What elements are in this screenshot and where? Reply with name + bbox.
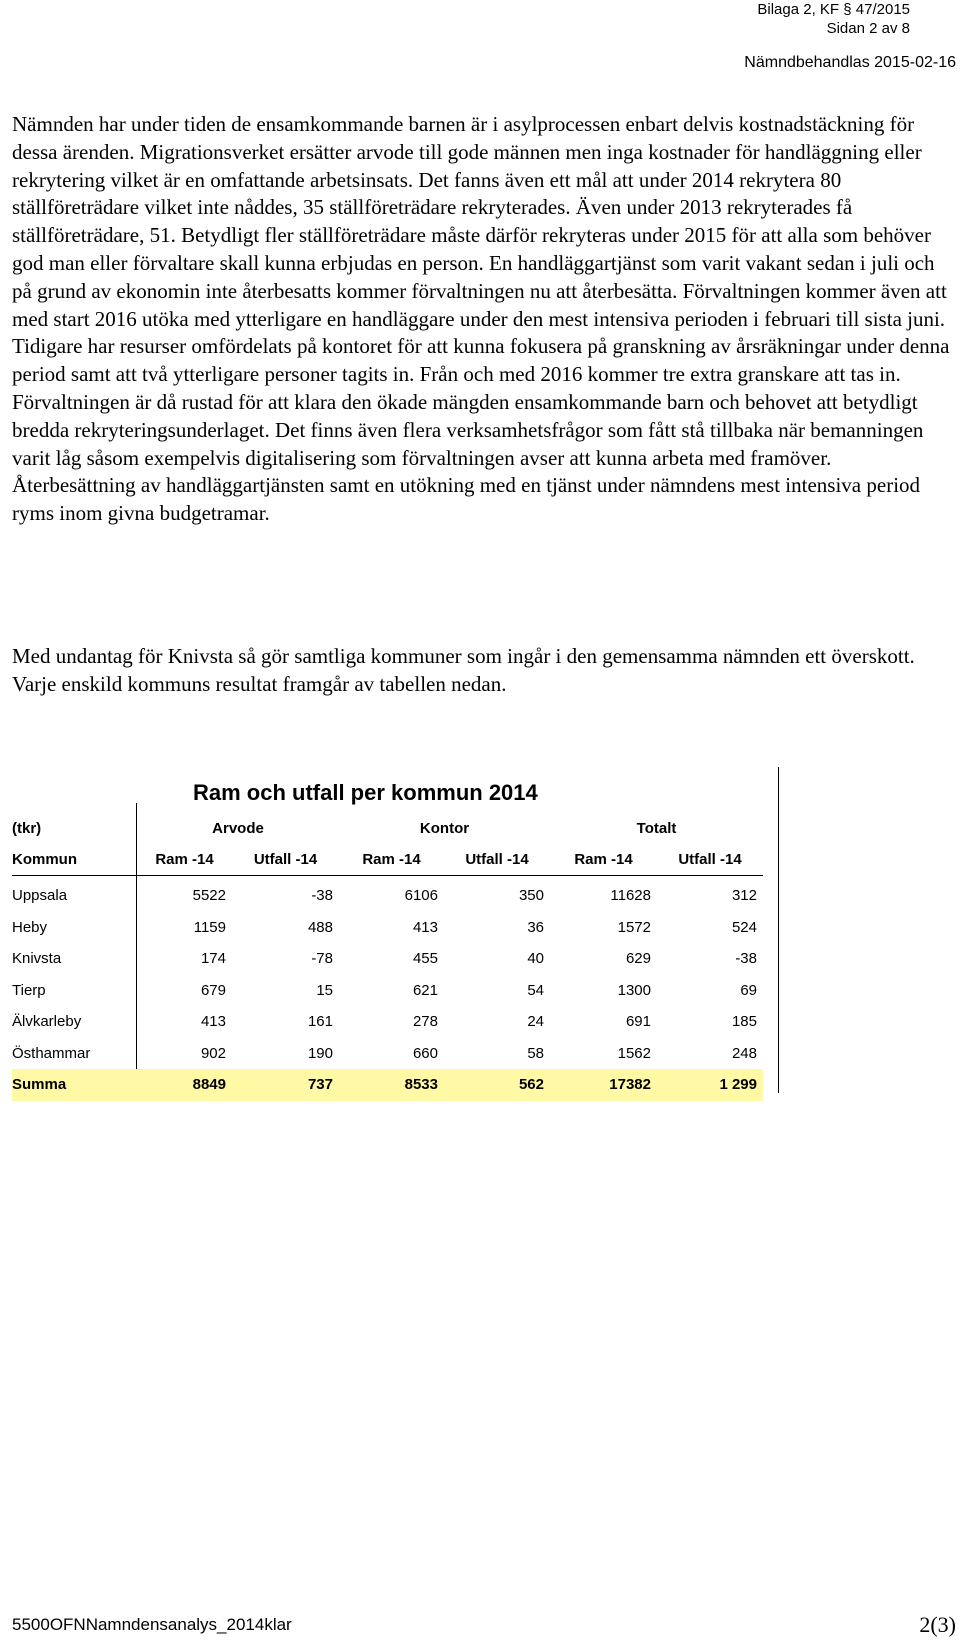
table-title: Ram och utfall per kommun 2014	[193, 780, 538, 805]
table-cell: 248	[731, 1044, 757, 1062]
table-cell-kommun: Tierp	[12, 981, 46, 999]
table-row	[12, 880, 763, 912]
table-cell: -78	[311, 950, 333, 968]
header-page-number: Sidan 2 av 8	[826, 20, 910, 37]
table-cell: -38	[735, 950, 757, 968]
table-cell: 54	[527, 981, 544, 999]
body-paragraph-1: Nämnden har under tiden de ensamkommande barnen är i asylprocessen enbart delvis kostnadstäckning för dessa ärenden. Migrationsverket ersätter arvode till gode männen men inga kostnader för handläggning eller rekrytering vilket är en omfattande arbetsinsats. Det fanns även ett mål att under 2014 rekrytera 80 ställföreträdare vilket inte nåddes, 35 ställföreträdare rekryterades. Även under 2013 rekryterades få ställföreträdare, 51. Betydligt fler ställföreträdare måste därför rekryteras under 2015 för att alla som behöver god man eller förvaltare skall kunna erbjudas en person. En handläggartjänst som varit vakant sedan i juli och på grund av ekonomin inte återbesatts kommer förvaltningen nu att återbesätta. Förvaltningen kommer även att med start 2016 utöka med ytterligare en handläggare under den mest intensiva perioden i februari till sista juni. Tidigare har resurser omfördelats på kontoret för att kunna fokusera på granskning av årsräkningar under denna period samt att två ytterligare personer tagits in. Från och med 2016 kommer tre extra granskare att tas in. Förvaltningen är då rustad för att klara den ökade mängden ensamkommande barn och behovet att betydligt bredda rekryteringsunderlaget. Det finns även flera verksamhetsfrågor som fått stå tillbaka när bemanningen varit låg såsom exempelvis digitalisering som förvaltningen avser att kunna arbeta med framöver. Återbesättning av handläggartjänsten samt en utökning med en tjänst under nämndens mest intensiva period ryms inom givna budgetramar.	[12, 112, 950, 526]
table-row	[12, 912, 763, 944]
table-cell-kommun: Heby	[12, 918, 48, 936]
table-cell: 5522	[192, 887, 226, 905]
table-row	[12, 975, 763, 1007]
table-cell: 1572	[617, 918, 651, 936]
table-cell: 413	[200, 1013, 226, 1031]
table-total-label: Summa	[12, 1069, 137, 1101]
table-cell: 524	[731, 918, 757, 936]
table-cell: 190	[307, 1044, 333, 1062]
table-cell: 902	[200, 1044, 226, 1062]
table-cell: 1300	[617, 981, 651, 999]
table-group-kontor: Kontor	[419, 820, 470, 837]
table-cell: 11628	[610, 887, 651, 905]
table-cell-kommun: Knivsta	[12, 950, 62, 968]
table-total-row	[12, 1069, 763, 1101]
footer-page-number: 2(3)	[919, 1612, 956, 1637]
table-total-cell: 1 299	[657, 1069, 763, 1101]
table-cell: 455	[412, 950, 438, 968]
table-cell: 621	[412, 981, 438, 999]
table-cell: 58	[527, 1044, 544, 1062]
results-table	[12, 813, 763, 1101]
table-cell: 350	[518, 887, 544, 905]
table-cell: 69	[740, 981, 757, 999]
table-total-cell: 562	[444, 1069, 550, 1101]
table-cell: 161	[307, 1013, 333, 1031]
table-cell: 691	[625, 1013, 651, 1031]
table-cell-kommun: Uppsala	[12, 887, 68, 905]
table-group-arvode: Arvode	[212, 820, 264, 837]
table-column-header: Utfall -14	[657, 844, 763, 876]
table-cell: 660	[412, 1044, 438, 1062]
table-column-header: Ram -14	[137, 844, 232, 876]
table-column-header-row	[12, 844, 763, 876]
table-cell: -38	[311, 887, 333, 905]
table-divider-right	[778, 767, 779, 1093]
table-cell: 629	[625, 950, 651, 968]
table-cell: 40	[527, 950, 544, 968]
table-column-header: Utfall -14	[232, 844, 339, 876]
table-group-header-row	[12, 813, 763, 844]
table-cell: 1159	[193, 918, 226, 936]
table-column-header: Utfall -14	[444, 844, 550, 876]
table-cell: 1562	[617, 1044, 651, 1062]
table-cell: 24	[527, 1013, 544, 1031]
table-cell: 312	[731, 887, 757, 905]
table-cell: 488	[307, 918, 333, 936]
table-group-totalt: Totalt	[636, 820, 677, 837]
table-cell: 185	[731, 1013, 757, 1031]
table-row	[12, 1006, 763, 1038]
table-cell: 36	[527, 918, 544, 936]
header-meeting-date: Nämndbehandlas 2015-02-16	[744, 54, 956, 71]
table-cell: 174	[200, 950, 226, 968]
table-column-kommun: Kommun	[12, 844, 137, 876]
body-paragraph-2: Med undantag för Knivsta så gör samtliga kommuner som ingår i den gemensamma nämnden ett överskott. Varje enskild kommuns resultat framgår av tabellen nedan.	[12, 644, 915, 696]
header-appendix-ref: Bilaga 2, KF § 47/2015	[757, 1, 910, 18]
table-total-cell: 737	[232, 1069, 339, 1101]
table-total-cell: 17382	[550, 1069, 657, 1101]
table-cell: 413	[412, 918, 438, 936]
table-cell: 278	[412, 1013, 438, 1031]
table-column-header: Ram -14	[339, 844, 444, 876]
table-row	[12, 943, 763, 975]
table-column-header: Ram -14	[550, 844, 657, 876]
table-cell: 679	[200, 981, 226, 999]
footer-filename: 5500OFNNamndensanalys_2014klar	[12, 1615, 292, 1634]
table-cell: 15	[316, 981, 333, 999]
table-cell-kommun: Älvkarleby	[12, 1013, 82, 1031]
table-cell: 6106	[404, 887, 438, 905]
table-total-cell: 8533	[339, 1069, 444, 1101]
table-cell-kommun: Östhammar	[12, 1044, 91, 1062]
table-row	[12, 1038, 763, 1070]
table-unit-label: (tkr)	[12, 820, 42, 837]
table-total-cell: 8849	[137, 1069, 232, 1101]
